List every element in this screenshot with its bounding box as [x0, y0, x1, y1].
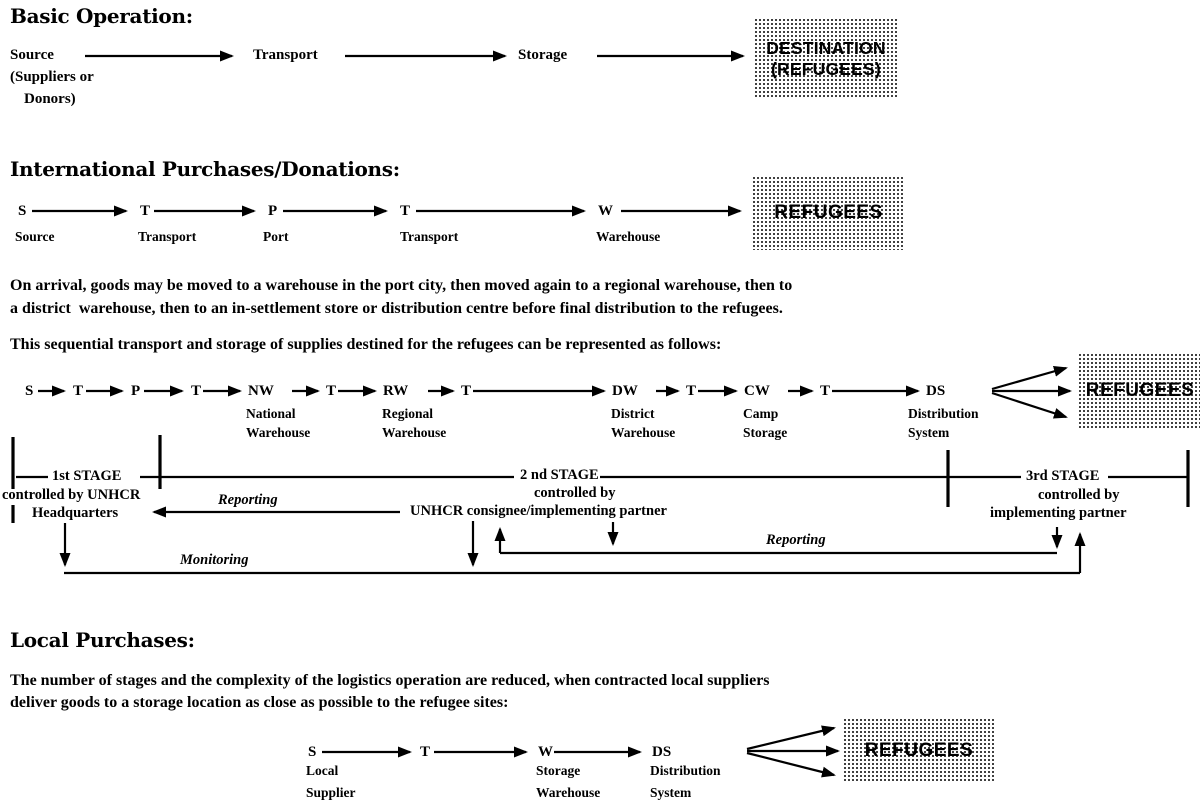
seq-node-rw: RW [383, 383, 409, 399]
intl-node-s: S [18, 203, 27, 219]
seq-node-s: S [25, 383, 34, 399]
seq-node-t4: T [461, 383, 472, 399]
seq-label-regional: Regional [382, 406, 434, 421]
seq-label-distribution: Distribution [908, 406, 979, 421]
local-refugees-text: REFUGEES [864, 739, 974, 761]
seq-label-camp-storage: Storage [743, 425, 788, 440]
seq-node-t5: T [686, 383, 697, 399]
seq-node-p: P [131, 383, 141, 399]
seq-label-regional-warehouse: Warehouse [382, 425, 447, 440]
reporting-label-left: Reporting [218, 492, 278, 508]
seq-node-cw: CW [744, 383, 770, 399]
paragraph2: This sequential transport and storage of supplies destined for the refugees can be represented as follows: [10, 336, 722, 353]
paragraph3-line2: deliver goods to a storage location as close as possible to the refugee sites: [10, 694, 509, 711]
intl-label-port: Port [263, 229, 289, 244]
local-fan-arrow-top [747, 728, 834, 749]
local-node-w: W [538, 744, 553, 760]
destination-line1: DESTINATION [766, 37, 886, 58]
local-node-t: T [420, 744, 431, 760]
fan-arrow-top [992, 368, 1066, 389]
intl-label-transport1: Transport [138, 229, 197, 244]
destination-line2: (REFUGEES) [771, 58, 881, 79]
local-purchases-heading: Local Purchases: [10, 628, 195, 652]
local-refugees-box [843, 718, 995, 783]
node-transport: Transport [253, 47, 318, 63]
basic-operation-heading: Basic Operation: [10, 4, 193, 28]
node-source-sub2: Donors) [24, 91, 76, 107]
stage1-line1: controlled by UNHCR [2, 487, 141, 503]
paragraph1-line1: On arrival, goods may be moved to a warehouse in the port city, then moved again to a regional warehouse, then to [10, 277, 793, 294]
stage3-line2: implementing partner [990, 505, 1127, 521]
intl-label-source: Source [15, 229, 55, 244]
paragraph3-line1: The number of stages and the complexity of the logistics operation are reduced, when contracted local suppliers [10, 672, 770, 689]
stage1-line2: Headquarters [32, 505, 119, 521]
seq-node-t1: T [73, 383, 84, 399]
seq-node-dw: DW [612, 383, 638, 399]
seq-refugees-box [1078, 353, 1200, 428]
intl-node-t1: T [140, 203, 151, 219]
intl-node-t2: T [400, 203, 411, 219]
stage3-title: 3rd STAGE [1026, 468, 1100, 484]
seq-node-t2: T [191, 383, 202, 399]
intl-refugees-text: REFUGEES [774, 202, 883, 223]
seq-node-t6: T [820, 383, 831, 399]
local-label-system: System [650, 785, 692, 800]
seq-label-district-warehouse: Warehouse [611, 425, 676, 440]
local-label-local: Local [306, 763, 339, 778]
intl-refugees-box [752, 176, 905, 250]
local-node-ds: DS [652, 744, 672, 760]
stage2-line2: UNHCR consignee/implementing partner [410, 503, 667, 519]
destination-refugees-box [754, 18, 898, 99]
stage2-line1: controlled by [534, 485, 616, 501]
local-label-distribution: Distribution [650, 763, 721, 778]
intl-label-transport2: Transport [400, 229, 459, 244]
node-storage: Storage [518, 47, 568, 63]
monitoring-label: Monitoring [180, 552, 249, 568]
seq-label-camp: Camp [743, 406, 779, 421]
seq-node-ds: DS [926, 383, 946, 399]
node-source-sub1: (Suppliers or [10, 69, 94, 85]
seq-label-national: National [246, 406, 296, 421]
intl-node-p: P [268, 203, 278, 219]
local-label-storage: Storage [536, 763, 581, 778]
paragraph1-line2: a district warehouse, then to an in-settlement store or distribution centre before final distribution to the refugees. [10, 300, 783, 317]
seq-label-national-warehouse: Warehouse [246, 425, 311, 440]
stage3-line1: controlled by [1038, 487, 1120, 503]
local-label-warehouse: Warehouse [536, 785, 601, 800]
international-heading: International Purchases/Donations: [10, 157, 400, 181]
intl-label-warehouse: Warehouse [596, 229, 661, 244]
reporting-label-right: Reporting [766, 532, 826, 548]
seq-node-t3: T [326, 383, 337, 399]
local-fan-arrow-bottom [747, 753, 834, 775]
seq-label-system: System [908, 425, 950, 440]
stage1-title: 1st STAGE [52, 468, 122, 484]
fan-arrow-bottom [992, 393, 1066, 417]
seq-label-district: District [611, 406, 655, 421]
local-label-supplier: Supplier [306, 785, 356, 800]
intl-node-w: W [598, 203, 613, 219]
node-source: Source [10, 47, 54, 63]
seq-refugees-text: REFUGEES [1085, 379, 1195, 401]
seq-node-nw: NW [248, 383, 274, 399]
local-node-s: S [308, 744, 317, 760]
stage2-title: 2 nd STAGE [520, 467, 599, 483]
